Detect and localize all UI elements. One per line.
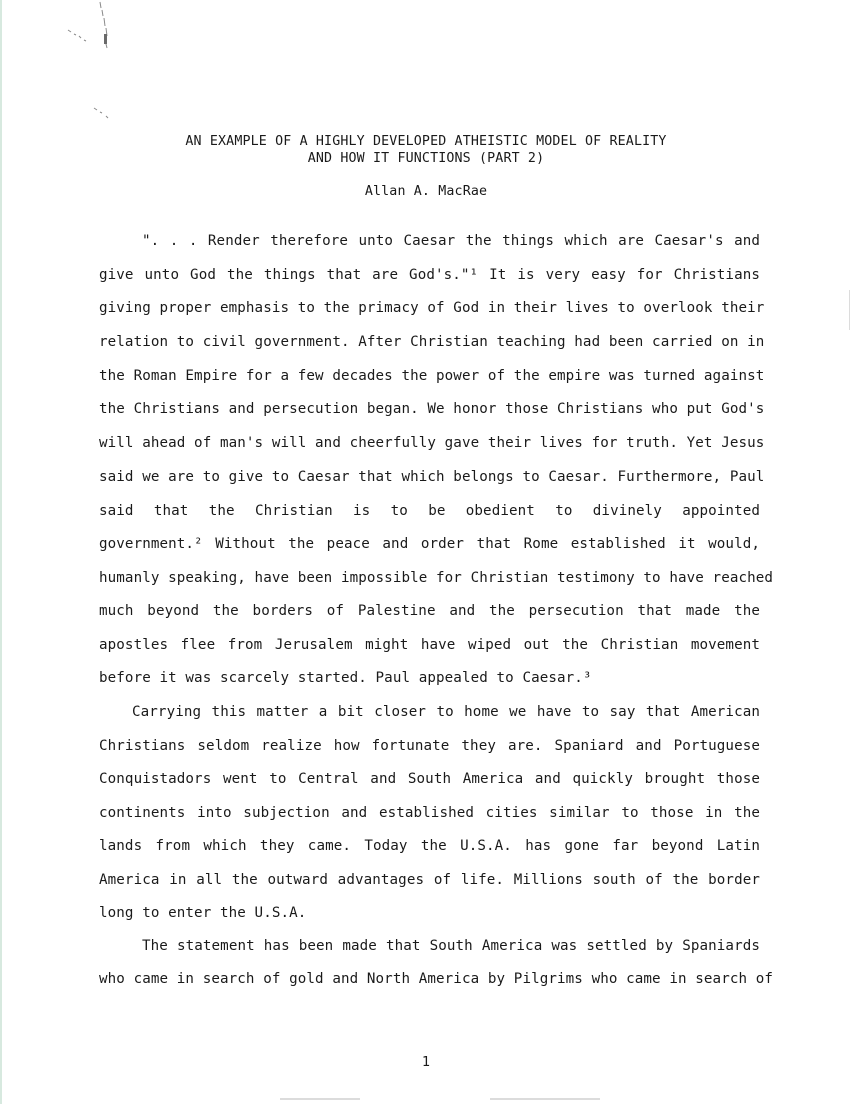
- document-title-line-2: AND HOW IT FUNCTIONS (PART 2): [307, 151, 545, 166]
- scan-specks: [60, 0, 130, 130]
- body-line: relation to civil government. After Christian teaching had been carried on in: [99, 334, 765, 350]
- body-line: said we are to give to Caesar that which belongs to Caesar. Furthermore, Paul: [99, 469, 765, 485]
- body-line: ". . . Render therefore unto Caesar the things which are Caesar's and: [142, 233, 760, 249]
- body-line: long to enter the U.S.A.: [99, 905, 307, 921]
- scan-edge-mark: [849, 290, 850, 330]
- body-line: Christians seldom realize how fortunate they are. Spaniard and Portuguese: [99, 738, 760, 754]
- body-line: government.² Without the peace and order that Rome established it would,: [99, 536, 760, 552]
- body-line: who came in search of gold and North America by Pilgrims who came in search of: [99, 971, 774, 987]
- body-line: humanly speaking, have been impossible for Christian testimony to have reached: [99, 570, 774, 586]
- body-line: lands from which they came. Today the U.S.A. has gone far beyond Latin: [99, 838, 760, 854]
- body-line: much beyond the borders of Palestine and the persecution that made the: [99, 603, 760, 619]
- body-line: the Christians and persecution began. We honor those Christians who put God's: [99, 401, 765, 417]
- document-author: Allan A. MacRae: [364, 184, 488, 199]
- body-line: continents into subjection and established cities similar to those in the: [99, 805, 760, 821]
- body-line: America in all the outward advantages of life. Millions south of the border: [99, 872, 760, 888]
- body-line: will ahead of man's will and cheerfully gave their lives for truth. Yet Jesus: [99, 435, 765, 451]
- body-line: give unto God the things that are God's."¹ It is very easy for Christians: [99, 267, 760, 283]
- body-line: Conquistadors went to Central and South America and quickly brought those: [99, 771, 760, 787]
- body-line: before it was scarcely started. Paul appealed to Caesar.³: [99, 670, 592, 686]
- document-title-line-1: AN EXAMPLE OF A HIGHLY DEVELOPED ATHEISTIC MODEL OF REALITY: [185, 134, 667, 149]
- body-line: the Roman Empire for a few decades the power of the empire was turned against: [99, 368, 765, 384]
- scan-noise: [270, 1096, 770, 1102]
- body-line: The statement has been made that South America was settled by Spaniards: [142, 938, 760, 954]
- body-line: apostles flee from Jerusalem might have wiped out the Christian movement: [99, 637, 760, 653]
- page-number: 1: [421, 1054, 431, 1070]
- body-line: said that the Christian is to be obedient to divinely appointed: [99, 503, 760, 519]
- body-line: giving proper emphasis to the primacy of God in their lives to overlook their: [99, 300, 765, 316]
- body-line: Carrying this matter a bit closer to home we have to say that American: [132, 704, 760, 720]
